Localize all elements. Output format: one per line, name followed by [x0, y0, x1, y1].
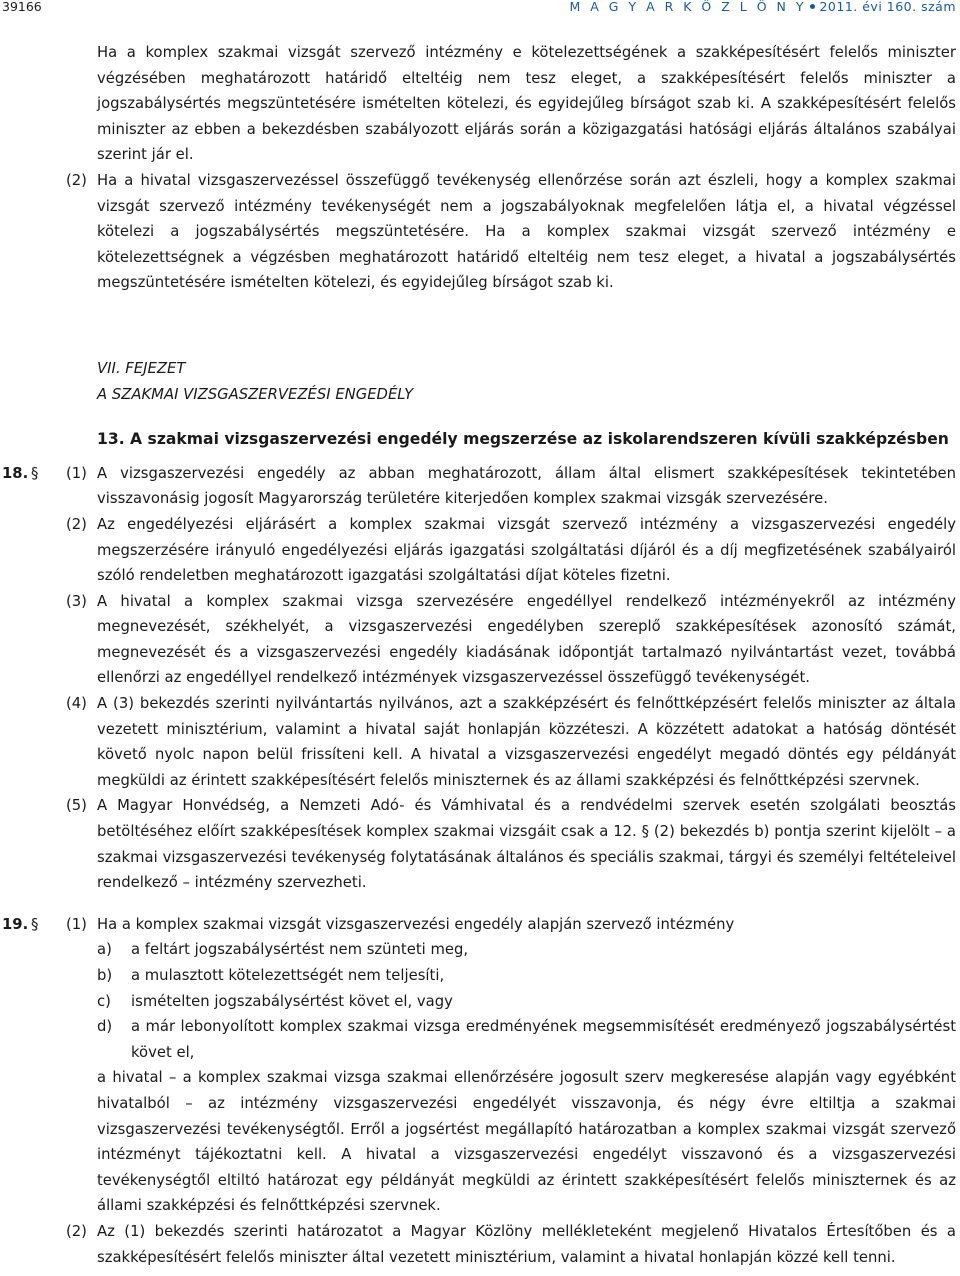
list-item [97, 963, 956, 989]
list-item [97, 1014, 956, 1065]
page-number: 39166 [2, 0, 42, 14]
list-item-label: a) [97, 941, 112, 959]
list-item-text: a mulasztott kötelezettségét nem teljesíti, [131, 967, 445, 984]
journal-title: M A G Y A R K Ö Z L Ö N Y [569, 0, 807, 14]
section-19-closing-text: a hivatal – a komplex szakmai vizsga szakmai ellenőrzésére jogosult szerv megkeresése alapján vagy egyébként hivatalból – az intézmény vizsgaszervezési engedélyét visszavonja, és négy évre eltiltja a szakmai vizsgaszervezési tevékenységtől. Erről a jogsértést megállapító határozatban a komplex szakmai vizsgát szervező intézményt tájékoztatni kell. A hivatal a vizsgaszervezési engedélyt visszavonó és a vizsgaszervezési tevékenységtől eltiltó határozat egy példányát megküldi az érintett szakképesítésért felelős miniszternek és az állami szakképzési és felnőttképzési szervnek. [97, 1069, 956, 1215]
list-item-text: a már lebonyolított komplex szakmai vizsga eredményének megsemmisítését eredményező jogszabálysértést követ el, [131, 1018, 956, 1061]
paragraph-number: (5) [66, 797, 87, 815]
section-18-paragraph-3 [66, 589, 956, 691]
list-item-text: a feltárt jogszabálysértést nem szünteti meg, [131, 941, 469, 959]
section-subtitle: 13. A szakmai vizsgaszervezési engedély megszerzése az iskolarendszeren kívüli szakképzésben [97, 430, 949, 449]
paragraph-text: A Magyar Honvédség, a Nemzeti Adó- és Vámhivatal és a rendvédelmi szervek esetén szolgálati beosztás betöltéséhez előírt szakképesítések komplex szakmai vizsgáit csak a 12. § (2) bekezdés b) pontja szerint kijelölt – a szakmai vizsgaszervezési tevékenység folytatásának általános és speciális szakmai, tárgyi és személyi feltételeivel rendelkező – intézmény szervezheti. [97, 797, 956, 892]
chapter-number: VII. FEJEZET [97, 359, 186, 377]
condition-list [97, 937, 960, 1065]
intro-paragraph-1: Ha a komplex szakmai vizsgát szervező intézmény e kötelezettségének a szakképesítésért felelős miniszter végzésében meghatározott határidő elteltéig nem tesz eleget, a szakképesítésért felelős miniszter a jogszabálysértés megszüntetésére ismételten kötelezi, és egyidejűleg bírságot szab ki. A szakképesítésért felelős miniszter az ebben a bekezdésben szabályozott eljárás során a közigazgatási hatósági eljárás általános szabályai szerint jár el. [97, 44, 956, 164]
section-sign: § [31, 915, 39, 933]
paragraph-number: (2) [66, 515, 87, 533]
chapter-title: A SZAKMAI VIZSGASZERVEZÉSI ENGEDÉLY [97, 385, 414, 403]
page-header [0, 0, 960, 14]
bullet-icon [810, 4, 815, 9]
paragraph-number: (3) [66, 592, 87, 610]
list-item-text: ismételten jogszabálysértést követ el, vagy [131, 992, 453, 1010]
paragraph-number: (2) [66, 1222, 87, 1240]
paragraph-text: A (3) bekezdés szerinti nyilvántartás nyilvános, azt a szakképzésért és felnőttképzésért felelős miniszter az általa vezetett minisztérium, valamint a hivatal saját honlapján közzéteszi. A közzétett adatokat a hatóság döntését követő nyolc napon belül frissíteni kell. A hivatal a vizsgaszervezési engedélyt megadó döntés egy példányát megküldi az érintett szakképesítésért felelős miniszternek és az állami szakképzési és felnőttképzési szervnek. [97, 695, 956, 789]
section-18-paragraph-4 [66, 691, 956, 793]
journal-header [570, 0, 956, 14]
paragraph-number: (1) [66, 915, 87, 933]
section-18-paragraph-2 [66, 512, 956, 589]
section-18-paragraph-1 [2, 461, 956, 512]
section-19-paragraph-1 [2, 912, 956, 938]
document-body [0, 40, 960, 1270]
section-number: 19. [2, 915, 29, 933]
paragraph-number: (1) [66, 464, 87, 482]
list-item-label: c) [97, 992, 111, 1010]
list-item [97, 937, 956, 963]
paragraph-text: A vizsgaszervezési engedély az abban meghatározott, állam által elismert szakképesítések tekintetében visszavonásig jogosít Magyarország területére kiterjedően komplex szakmai vizsgák szervezésére. [97, 464, 956, 508]
paragraph-number: (4) [66, 695, 87, 713]
intro-paragraph-2 [66, 168, 956, 296]
paragraph-text: Ha a hivatal vizsgaszervezéssel összefüggő tevékenység ellenőrzése során azt észleli, hogy a komplex szakmai vizsgát szervező intézmény tevékenységét nem a jogszabályoknak megfelelően látja el, a hivatal végzéssel kötelezi a jogszabálysértés megszüntetésére. Ha a komplex szakmai vizsgát szervező intézmény e kötelezettségnek a végzésben meghatározott határidő elteltéig nem tesz eleget, a hivatal a jogszabálysértés megszüntetésére ismételten kötelezi, és egyidejűleg bírságot szab ki. [97, 171, 956, 292]
paragraph-text: Ha a komplex szakmai vizsgát vizsgaszervezési engedély alapján szervező intézmény [97, 915, 735, 933]
section-19-paragraph-2 [66, 1219, 956, 1270]
section-18-paragraph-5 [66, 793, 956, 895]
list-item-label: b) [97, 967, 113, 984]
paragraph-text: A hivatal a komplex szakmai vizsga szervezésére engedéllyel rendelkező intézményekről az intézmény megnevezését, székhelyét, a vizsgaszervezési engedélyben szereplő szakképesítések azonosító számát, megnevezését és a vizsgaszervezési engedély kiadásának időpontját tartalmazó nyilvántartást vezet, továbbá ellenőrzi az engedéllyel rendelkező intézmények vizsgaszervezéssel összefüggő tevékenységét. [97, 592, 956, 687]
section-number: 18. [2, 464, 29, 482]
paragraph-text: Az engedélyezési eljárásért a komplex szakmai vizsgát szervező intézmény a vizsgaszervezési engedély megszerzésére irányuló engedélyezési eljárás igazgatási szolgáltatási díjáról és a díj megfizetésének szabályairól szóló rendeletben meghatározott igazgatási szolgáltatási díjat köteles fizetni. [97, 515, 956, 585]
list-item [97, 989, 956, 1015]
list-item-label: d) [97, 1018, 113, 1036]
paragraph-number: (2) [66, 171, 87, 189]
issue-number: 2011. évi 160. szám [819, 0, 956, 14]
section-sign: § [31, 464, 39, 482]
paragraph-text: Az (1) bekezdés szerinti határozatot a Magyar Közlöny mellékleteként megjelenő Hivatalos Értesítőben és a szakképesítésért felelős miniszter által vezetett minisztérium, valamint a hivatal honlapján közzé kell tenni. [97, 1222, 956, 1266]
chapter-heading [97, 356, 960, 407]
